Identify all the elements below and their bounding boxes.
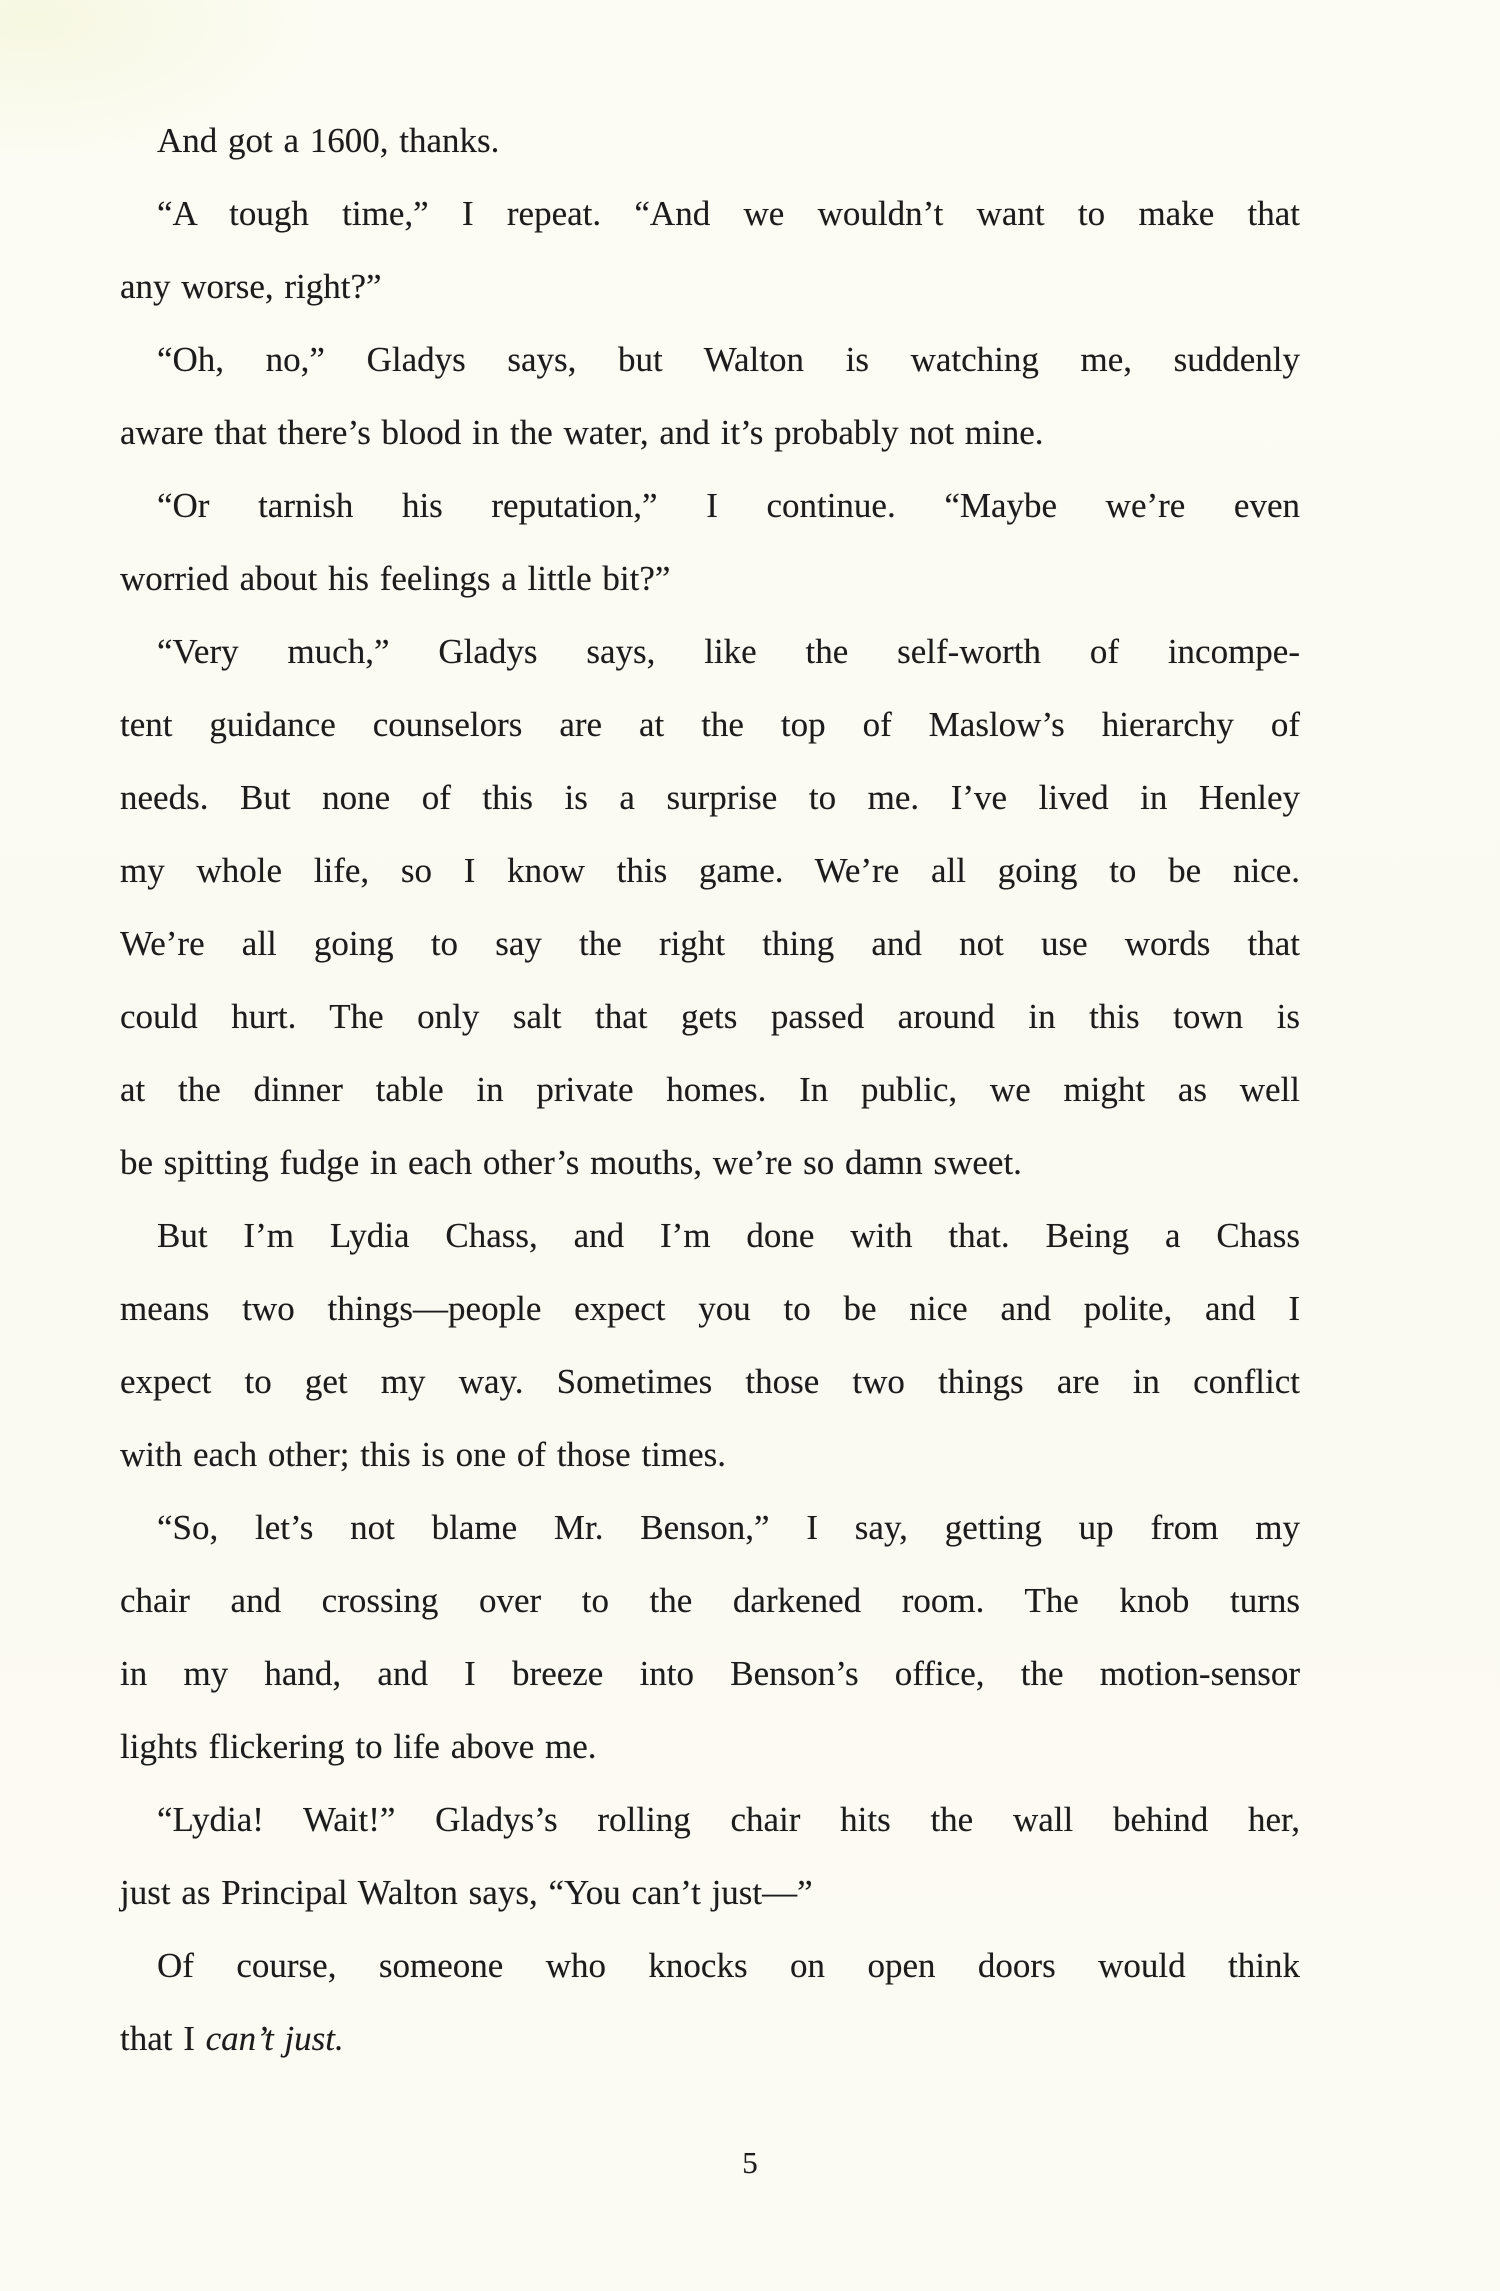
text-line: needs. But none of this is a surprise to me. I’ve lived in Henley bbox=[120, 778, 1300, 817]
text-line: means two things—people expect you to be nice and polite, and I bbox=[120, 1289, 1300, 1328]
text-line: And got a 1600, thanks. bbox=[157, 121, 500, 160]
italic-text-run: can’t just. bbox=[205, 2019, 344, 2058]
text-line: chair and crossing over to the darkened room. The knob turns bbox=[120, 1581, 1300, 1620]
text-line: aware that there’s blood in the water, and it’s probably not mine. bbox=[120, 413, 1044, 452]
text-line: We’re all going to say the right thing and not use words that bbox=[120, 924, 1300, 963]
text-line: worried about his feelings a little bit?” bbox=[120, 559, 671, 598]
text-line: “Oh, no,” Gladys says, but Walton is watching me, suddenly bbox=[157, 340, 1300, 379]
text-line: “A tough time,” I repeat. “And we wouldn’t want to make that bbox=[157, 194, 1300, 233]
text-line: “Or tarnish his reputation,” I continue. “Maybe we’re even bbox=[157, 486, 1300, 525]
page-number: 5 bbox=[742, 2145, 758, 2180]
text-line bbox=[120, 2002, 1300, 2075]
body-text bbox=[120, 104, 1300, 2075]
text-line: be spitting fudge in each other’s mouths, we’re so damn sweet. bbox=[120, 1143, 1022, 1182]
text-line: my whole life, so I know this game. We’re all going to be nice. bbox=[120, 851, 1300, 890]
text-line: at the dinner table in private homes. In public, we might as well bbox=[120, 1070, 1300, 1109]
text-line: any worse, right?” bbox=[120, 267, 382, 306]
text-line: just as Principal Walton says, “You can’t just—” bbox=[120, 1873, 813, 1912]
text-line: tent guidance counselors are at the top of Maslow’s hierarchy of bbox=[120, 705, 1300, 744]
text-line: expect to get my way. Sometimes those two things are in conflict bbox=[120, 1362, 1300, 1401]
text-line: Of course, someone who knocks on open doors would think bbox=[157, 1946, 1300, 1985]
text-line: with each other; this is one of those times. bbox=[120, 1435, 727, 1474]
text-line: But I’m Lydia Chass, and I’m done with that. Being a Chass bbox=[157, 1216, 1300, 1255]
text-run: that I bbox=[120, 2019, 206, 2058]
text-line: “Lydia! Wait!” Gladys’s rolling chair hits the wall behind her, bbox=[157, 1800, 1300, 1839]
text-line: could hurt. The only salt that gets passed around in this town is bbox=[120, 997, 1300, 1036]
text-line: “Very much,” Gladys says, like the self-worth of incompe- bbox=[157, 632, 1300, 671]
text-line: lights flickering to life above me. bbox=[120, 1727, 597, 1766]
text-line: in my hand, and I breeze into Benson’s office, the motion-sensor bbox=[120, 1654, 1300, 1693]
text-line: “So, let’s not blame Mr. Benson,” I say, getting up from my bbox=[157, 1508, 1300, 1547]
